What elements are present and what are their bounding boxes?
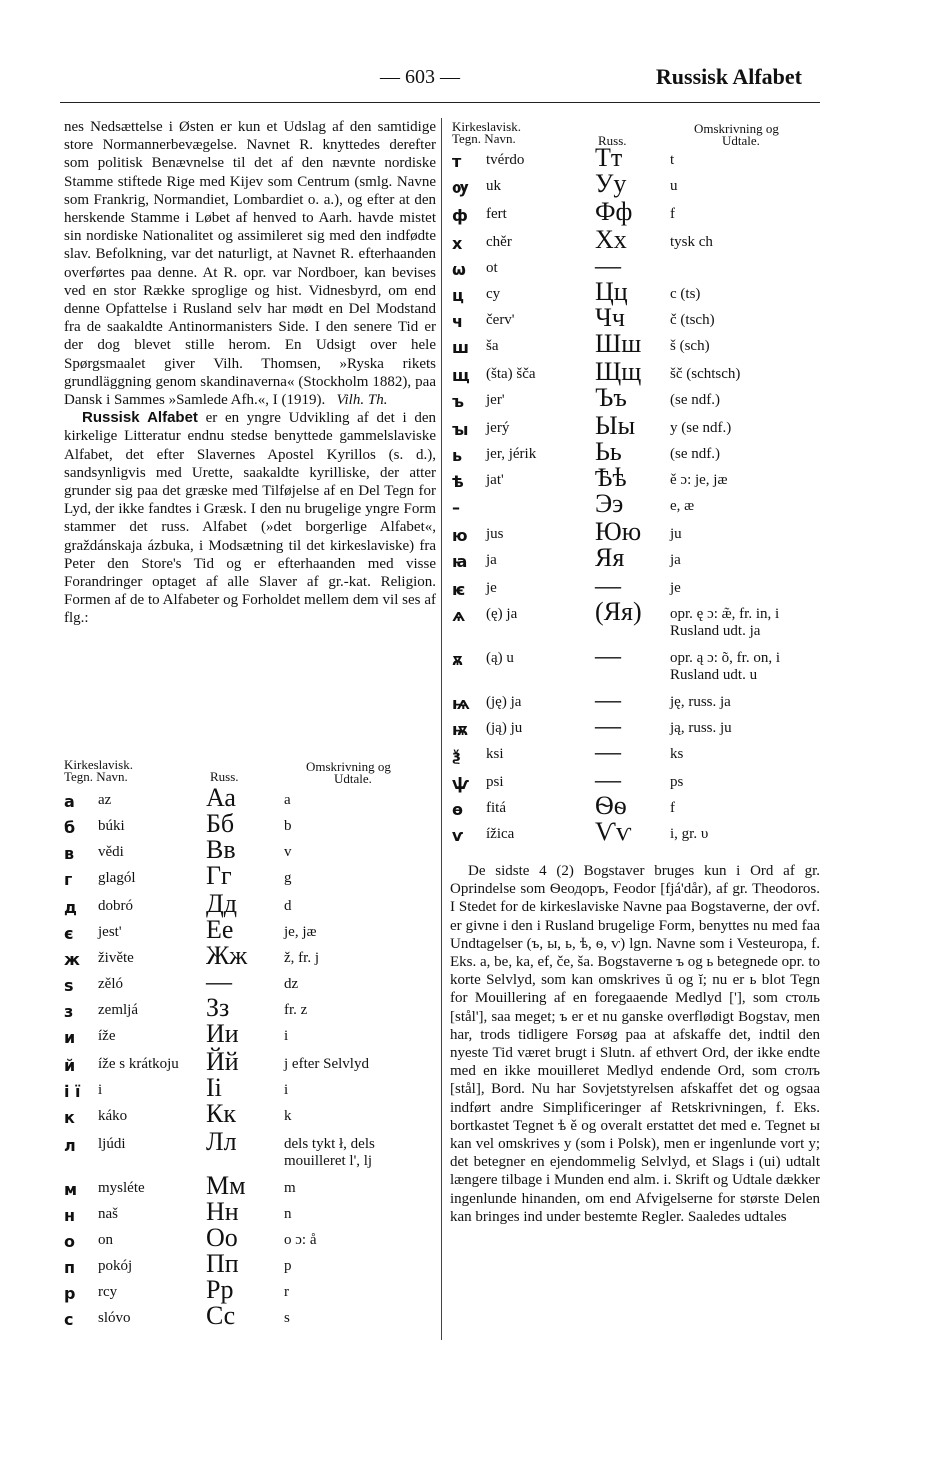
church-slavonic-letter: т (452, 152, 462, 171)
russian-letter: Йй (206, 1047, 239, 1076)
letter-name: i (98, 1082, 103, 1098)
russian-letter: Ъъ (595, 383, 627, 412)
letter-name: búki (98, 818, 125, 834)
letter-name: fert (486, 206, 507, 222)
russian-letter: Пп (206, 1249, 239, 1278)
letter-name: tvérdo (486, 152, 525, 168)
letter-name: psi (486, 774, 504, 790)
page-header (0, 60, 928, 100)
letter-name: (ą) u (486, 650, 514, 666)
letter-name: káko (98, 1108, 128, 1124)
transliteration: v (284, 844, 292, 860)
church-slavonic-letter: ѯ (452, 746, 461, 765)
russian-letter: Тт (595, 143, 623, 172)
paragraph-2-text: er en yngre Udvikling af det i den kirkelige Litteratur endnu stedse benyttede gammelslaviske Alfabet, det efter Slavernes Apostel Kyrillos (s. d.), sandsynligvis med Urette, saakaldte kyrilliske, der atter grunder sig paa det græske med Tilføjelse af en Del Tegn for Lyd, der ikke fandtes i Græsk. I den nu brugelige yngre Form stammer det russ. Alfabet (»det borgerlige Alfabet«, graždánskaja ázbuka, i Modsætning til det kirkeslaviske) fra Peter den Store's Tid og er efterhaanden med visse Forandringer optaget af alle Slaver af gr.-kat. Religion. Formen af de to Alfabeter og Forholdet mellem dem vil ses af flg.: (64, 410, 436, 627)
russian-letter: Аа (206, 783, 236, 812)
letter-name: (šta) šča (486, 366, 536, 382)
letter-name: červ' (486, 312, 515, 328)
paragraph-3: De sidste 4 (2) Bogstaver bruges kun i Ord af gr. Oprindelse som Ѳеодоръ, Feodor [fjá'dår), af gr. Theodoros. I Stedet for de kirkeslaviske Navne paa Bogstaverne, der ovf. er givne i den i Rusland brugelige Form, benyttes nu med faa Undtagelser (ъ, ы, ь, ѣ, ѳ, ѵ) lgn. Navne som i Vesteuropa, f. Eks. a, be, ka, ef, če, ša. Bogstaverne ъ og ь betegnede opr. to korte Selvlyd, som kan omskrives ŭ og ĭ; nu er ь blot Tegn for Mouillering af en foregaaende Medlyd ['], som столь [stål'], saa meget; ъ er et nu ganske overflødigt Bogstav, men har, trods tidligere Forsøg paa at afskaffe det, indtil den nyeste Tid været brugt i Slutn. af ethvert Ord, der ikke endte med en ikke mouilleret Medlyd endende Ord, som столъ [stål], Bord. Nu har Sovjetstyrelsen afskaffet det og ogsaa indført andre Simplificeringer af Retskrivningen, f. Eks. bortkastet Tegnet ѣ ě og overalt erstattet det med e. Tegnet ы kan vel omskrives y (som i Polsk), men er ingenlunde vort y; det betegner en ejendommelig Selvlyd, et Slags i (ui) udtalt længere tilbage i Munden end alm. i. Skrift og Udtale dækker ingenlunde hinanden, om end Afvigelserne for største Delen kan bringes ind under bestemte Regler. Saaledes udtales (450, 863, 820, 1225)
transliteration: ě ɔ: je, jæ (670, 472, 728, 488)
russian-letter: Лл (206, 1127, 237, 1156)
russian-letter: Ее (206, 915, 234, 944)
russian-letter: — (595, 251, 621, 280)
russian-letter: — (206, 967, 232, 996)
letter-name: vědi (98, 844, 124, 860)
letter-name: glagól (98, 870, 136, 886)
russian-letter: Жж (206, 941, 248, 970)
church-slavonic-letter: ѭ (452, 720, 469, 739)
church-slavonic-letter: ѧ (452, 606, 466, 625)
header-russ: Russ. (210, 769, 239, 784)
alphabet-table-2 (452, 118, 824, 858)
transliteration: e, æ (670, 498, 695, 514)
transliteration: je, jæ (284, 924, 317, 940)
russian-letter: Фф (595, 197, 633, 226)
letter-name: ljúdi (98, 1136, 126, 1152)
church-slavonic-letter: а (64, 792, 75, 811)
russian-letter: Рр (206, 1275, 234, 1304)
letter-name: zěló (98, 976, 123, 992)
transliteration: ks (670, 746, 684, 762)
transliteration: dels tykt ł, dels mouilleret l', lj (284, 1136, 375, 1169)
church-slavonic-letter: ѹ (452, 178, 469, 197)
letter-name: ja (486, 552, 497, 568)
russian-letter: Уу (595, 169, 627, 198)
russian-letter: — (595, 765, 621, 794)
church-slavonic-letter: ѫ (452, 650, 463, 669)
alphabet-table-1 (64, 758, 424, 1338)
letter-name: mysléte (98, 1180, 145, 1196)
letter-name: íže s krátkoju (98, 1056, 179, 1072)
church-slavonic-letter: д (64, 898, 77, 917)
letter-name: slóvo (98, 1310, 131, 1326)
russian-letter: — (595, 711, 621, 740)
column-divider (441, 118, 442, 1340)
church-slavonic-letter: п (64, 1258, 76, 1277)
letter-name: ížica (486, 826, 515, 842)
letter-name: jerý (486, 420, 510, 436)
russian-letter: Щщ (595, 357, 642, 386)
letter-name: jer' (486, 392, 505, 408)
header-udtale: Udtale. (722, 133, 760, 148)
letter-name: pokój (98, 1258, 133, 1274)
russian-letter: Дд (206, 889, 237, 918)
letter-name: živěte (98, 950, 134, 966)
church-slavonic-letter: ѥ (452, 580, 466, 599)
russian-letter: — (595, 641, 621, 670)
transliteration: n (284, 1206, 292, 1222)
church-slavonic-letter: ѩ (452, 694, 470, 713)
church-slavonic-letter: в (64, 844, 75, 863)
russian-letter: Гг (206, 861, 232, 890)
transliteration: ją, russ. ju (670, 720, 732, 736)
russian-letter: Ыы (595, 411, 636, 440)
transliteration: p (284, 1258, 292, 1274)
russian-letter: Кк (206, 1099, 236, 1128)
russian-letter: — (595, 737, 621, 766)
church-slavonic-letter: ѕ (64, 976, 74, 995)
letter-name: jer, jérik (486, 446, 537, 462)
page-number: — 603 — (380, 66, 460, 88)
russian-letter: (Яя) (595, 597, 642, 626)
church-slavonic-letter: ь (452, 446, 463, 465)
letter-name: (ę) ja (486, 606, 518, 622)
russian-letter: — (595, 571, 621, 600)
church-slavonic-letter: б (64, 818, 76, 837)
transliteration: c (ts) (670, 286, 701, 302)
russian-letter: Нн (206, 1197, 239, 1226)
church-slavonic-letter: ц (452, 286, 464, 305)
transliteration: č (tsch) (670, 312, 715, 328)
signature: Vilh. Th. (336, 392, 388, 409)
russian-letter: Бб (206, 809, 235, 838)
transliteration: (se ndf.) (670, 446, 720, 462)
russian-letter: — (595, 685, 621, 714)
church-slavonic-letter: л (64, 1136, 76, 1155)
header-russ: Russ. (598, 133, 627, 148)
church-slavonic-letter: ꙗ (452, 552, 468, 571)
transliteration: opr. ę ɔ: æ̃, fr. in, i Rusland udt. ja (670, 606, 780, 639)
russian-letter: Хх (595, 225, 627, 254)
russian-letter: Ѣѣ (595, 463, 627, 492)
transliteration: opr. ą ɔ: õ, fr. on, i Rusland udt. u (670, 650, 780, 683)
entry-headword: Russisk Alfabet (82, 409, 198, 427)
church-slavonic-letter: о (64, 1232, 75, 1251)
church-slavonic-letter: г (64, 870, 73, 889)
russian-letter: Вв (206, 835, 236, 864)
transliteration: o ɔ: å (284, 1232, 317, 1248)
russian-letter: Цц (595, 277, 628, 306)
letter-name: (ję) ja (486, 694, 522, 710)
transliteration: š (sch) (670, 338, 710, 354)
letter-name: chěr (486, 234, 512, 250)
transliteration: i (284, 1028, 289, 1044)
letter-name: cy (486, 286, 501, 302)
church-slavonic-letter: ю (452, 526, 468, 545)
transliteration: s (284, 1310, 290, 1326)
transliteration: t (670, 152, 675, 168)
letter-name: ša (486, 338, 499, 354)
letter-name: uk (486, 178, 501, 194)
church-slavonic-letter: ъ (452, 392, 465, 411)
russian-letter: Іі (206, 1073, 222, 1102)
russian-letter: Шш (595, 329, 642, 358)
russian-letter: Ѳѳ (595, 791, 627, 820)
right-column-paragraph (450, 862, 820, 1226)
transliteration: a (284, 792, 291, 808)
church-slavonic-letter: є (64, 924, 74, 943)
letter-name: jest' (98, 924, 122, 940)
transliteration: k (284, 1108, 292, 1124)
transliteration: ju (670, 526, 682, 542)
transliteration: m (284, 1180, 296, 1196)
church-slavonic-letter: з (64, 1002, 74, 1021)
transliteration: r (284, 1284, 289, 1300)
russian-letter: Оо (206, 1223, 238, 1252)
letter-name: dobró (98, 898, 133, 914)
church-slavonic-letter: ѣ (452, 472, 464, 491)
church-slavonic-letter: м (64, 1180, 78, 1199)
church-slavonic-letter: ф (452, 206, 468, 225)
transliteration: ję, russ. ja (670, 694, 731, 710)
church-slavonic-letter: і ї (64, 1082, 81, 1101)
transliteration: i (284, 1082, 289, 1098)
transliteration: tysk ch (670, 234, 713, 250)
church-slavonic-letter: и (64, 1028, 76, 1047)
header-rule (60, 102, 820, 103)
transliteration: g (284, 870, 292, 886)
church-slavonic-letter: к (64, 1108, 75, 1127)
header-kirk: Kirkeslavisk. (64, 757, 133, 772)
transliteration: je (670, 580, 681, 596)
paragraph-1 (64, 118, 436, 409)
header-omskr: Omskrivning og (694, 121, 779, 136)
russian-letter: Юю (595, 517, 642, 546)
left-column (64, 118, 436, 628)
transliteration: šč (schtsch) (670, 366, 741, 382)
transliteration: u (670, 178, 678, 194)
letter-name: íže (98, 1028, 116, 1044)
letter-name: naš (98, 1206, 118, 1222)
transliteration: f (670, 206, 675, 222)
letter-name: (ją) ju (486, 720, 523, 736)
transliteration: fr. z (284, 1002, 308, 1018)
russian-letter: Зз (206, 993, 230, 1022)
russian-letter: Ээ (595, 489, 624, 518)
church-slavonic-letter: р (64, 1284, 76, 1303)
transliteration: y (se ndf.) (670, 420, 732, 436)
church-slavonic-letter: ѳ (452, 800, 463, 819)
church-slavonic-letter: ч (452, 312, 463, 331)
russian-letter: Яя (595, 543, 625, 572)
running-title: Russisk Alfabet (655, 64, 802, 89)
church-slavonic-letter: й (64, 1056, 76, 1075)
header-kirk: Kirkeslavisk. (452, 119, 521, 134)
letter-name: ksi (486, 746, 504, 762)
church-slavonic-letter: н (64, 1206, 76, 1225)
letter-name: jus (486, 526, 504, 542)
transliteration: d (284, 898, 292, 914)
transliteration: ps (670, 774, 684, 790)
transliteration: dz (284, 976, 299, 992)
church-slavonic-letter: с (64, 1310, 74, 1329)
transliteration: (se ndf.) (670, 392, 720, 408)
transliteration: i, gr. υ (670, 826, 709, 842)
letter-name: je (486, 580, 497, 596)
header-omskr: Omskrivning og (306, 759, 391, 774)
paragraph-1-text: nes Nedsættelse i Østen er kun et Udslag af den samtidige store Normannerbevægelse. Navnet R. knyttedes derefter som politisk Benævnelse til det af den nævnte nordiske Stamme stiftede Rige med Kijev som Centrum (smlg. Navne som Frankrig, Normandiet, Lombardiet o. a.), og efter at den herskende Stamme i Løbet af henved to Aarh. havde mistet sin nordiske Nationalitet og assimileret sig med den indfødte slav. Befolkning, var det naturligt, at Navnet R. efterhaanden overførtes paa denne. At R. opr. var Nordboer, kan bevises ved en stor Række sproglige og hist. Vidnesbyrd, om end denne Opfattelse i Rusland selv har mødt en Del Modstand fra de saakaldte Antinormanisters Side. I den senere Tid er der dog blevet stille herom. En Udsigt over hele Spørgsmaalet giver Vilh. Thomsen, »Ryska rikets grundläggning genom skandinaverna« (Stockholm 1882), paa Dansk i Sammes »Samlede Afh.«, I (1919). (64, 119, 436, 409)
transliteration: f (670, 800, 675, 816)
letter-name: on (98, 1232, 113, 1248)
letter-name: fitá (486, 800, 506, 816)
header-tegn-navn: Tegn. Navn. (452, 131, 516, 146)
russian-letter: Ѵѵ (595, 817, 632, 846)
paragraph-2 (64, 409, 436, 627)
transliteration: ja (670, 552, 681, 568)
church-slavonic-letter: ж (64, 950, 80, 969)
church-slavonic-letter: щ (452, 366, 470, 385)
church-slavonic-letter: – (452, 498, 460, 517)
russian-letter: Сс (206, 1301, 236, 1330)
church-slavonic-letter: ѵ (452, 826, 464, 845)
russian-letter: Ии (206, 1019, 239, 1048)
transliteration: ž, fr. j (284, 950, 319, 966)
header-tegn-navn: Tegn. Navn. (64, 769, 128, 784)
letter-name: ot (486, 260, 498, 276)
church-slavonic-letter: х (452, 234, 463, 253)
church-slavonic-letter: ꙑ (452, 420, 469, 439)
letter-name: az (98, 792, 112, 808)
letter-name: zemljá (98, 1002, 138, 1018)
letter-name: rcy (98, 1284, 118, 1300)
header-udtale: Udtale. (334, 771, 372, 786)
transliteration: b (284, 818, 292, 834)
letter-name: jat' (486, 472, 504, 488)
russian-letter: Мм (206, 1171, 246, 1200)
church-slavonic-letter: ш (452, 338, 469, 357)
church-slavonic-letter: ѡ (452, 260, 466, 279)
russian-letter: Чч (595, 303, 625, 332)
church-slavonic-letter: ѱ (452, 774, 469, 793)
transliteration: j efter Selvlyd (284, 1056, 369, 1072)
russian-letter: Ьь (595, 437, 622, 466)
